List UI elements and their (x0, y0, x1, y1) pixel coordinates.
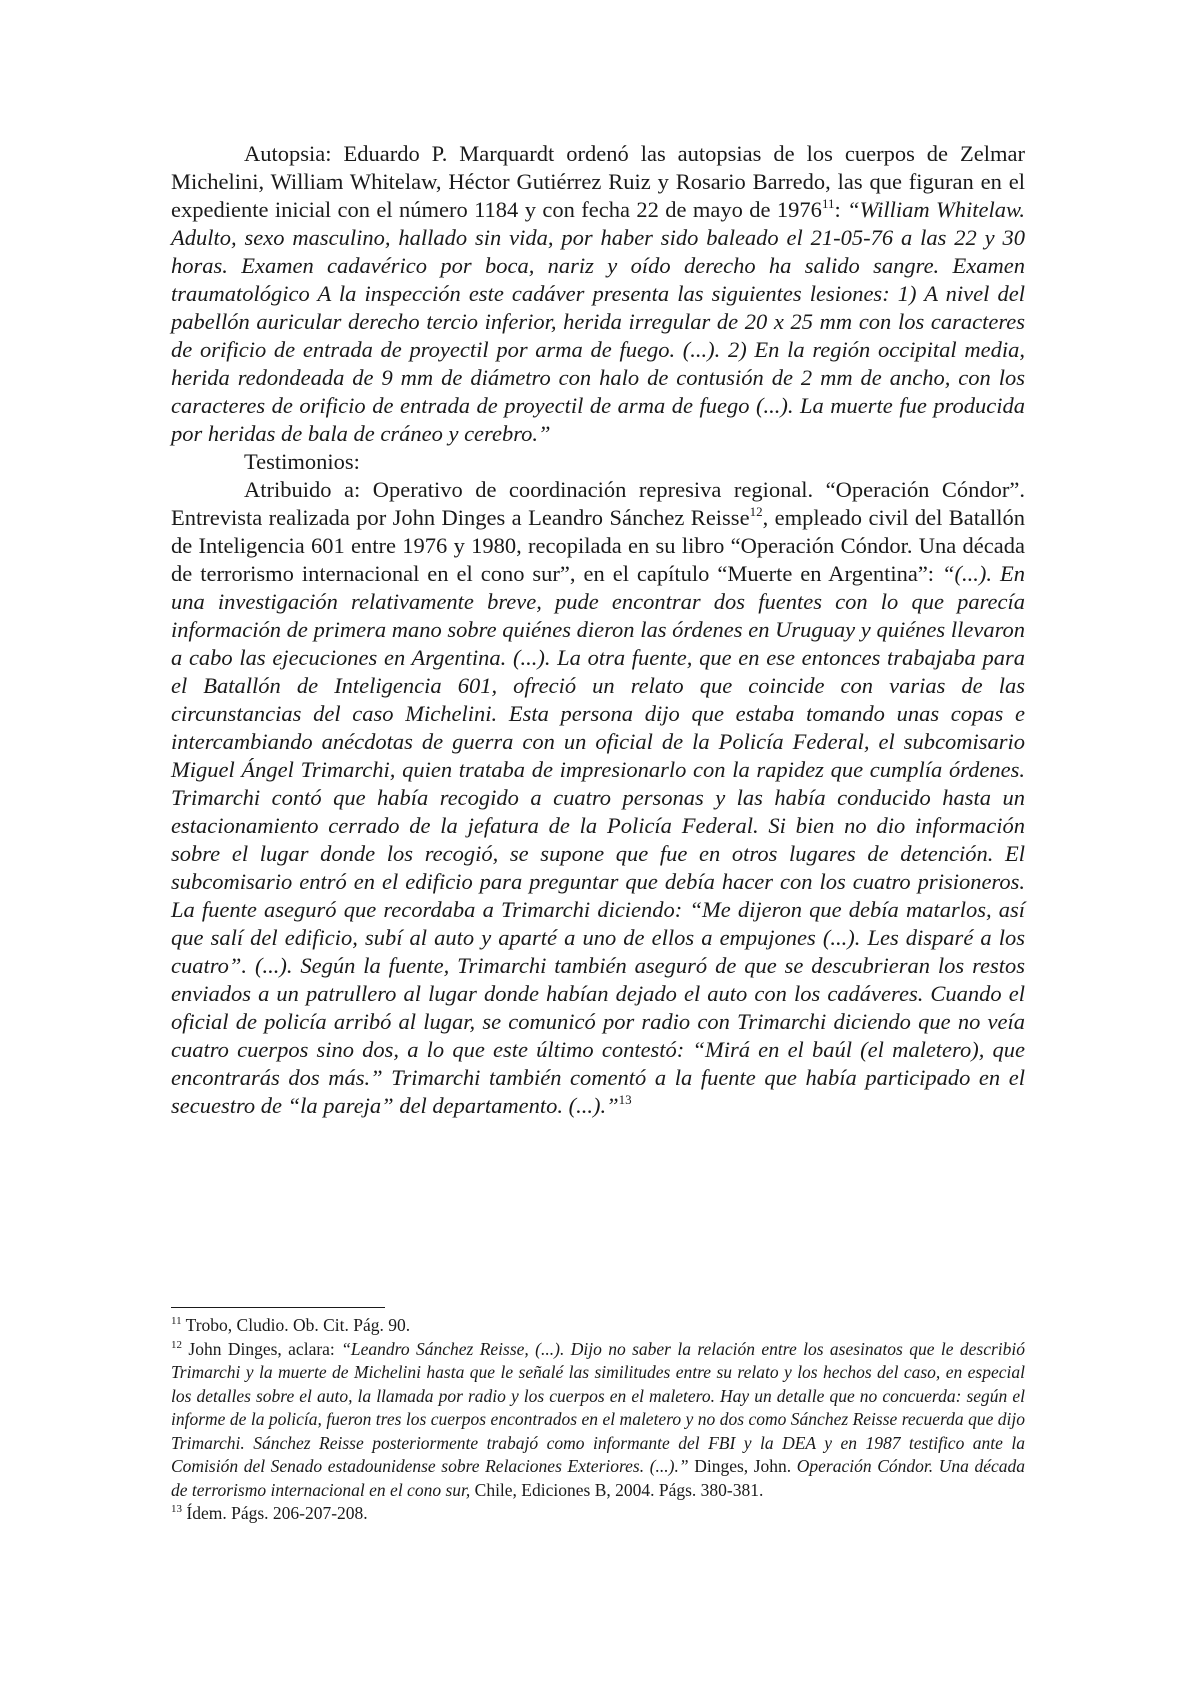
footnote-13 (171, 1502, 1025, 1526)
footnote-text: Trobo, Cludio. Ob. Cit. Pág. 90. (181, 1315, 411, 1335)
footnote-quote: “Leandro Sánchez Reisse, (...). Dijo no saber la relación entre los asesinatos que le describió Trimarchi y la muerte de Michelini hasta que le señalé las similitudes entre su relato y los hechos del caso, en especial los detalles sobre el auto, la llamada por radio y los cuerpos en el maletero. Hay un detalle que no concuerda: según el informe de la policía, fueron tres los cuerpos encontrados en el maletero y no dos como Sánchez Reisse recuerda que dijo Trimarchi. Sánchez Reisse posteriormente trabajó como informante del FBI y la DEA y en 1987 testifico ante la Comisión del Senado estadounidense sobre Relaciones Exteriores. (...).” (171, 1338, 1026, 1476)
footnote-12 (171, 1338, 1025, 1503)
footnote-11 (171, 1314, 1025, 1338)
footnote-text: Ídem. Págs. 206-207-208. (182, 1503, 368, 1523)
footnote-number: 13 (171, 1503, 182, 1515)
paragraph-testimonios: Testimonios: (244, 449, 360, 474)
autopsia-text: Autopsia: Eduardo P. Marquardt ordenó las autopsias de los cuerpos de Zelmar Michelini, William Whitelaw, Héctor Gutiérrez Ruiz y Rosario Barredo, las que figuran en el expediente inicial con el número 1184 y con fecha 22 de mayo de 1976 (171, 141, 1025, 222)
atribuido-quote: “(...). En una investigación relativamente breve, pude encontrar dos fuentes con lo que parecía información de primera mano sobre quiénes dieron las órdenes en Uruguay y quiénes llevaron a cabo las ejecuciones en Argentina. (...). La otra fuente, que en ese entonces trabajaba para el Batallón de Inteligencia 601, ofreció un relato que coincide con varias de las circunstancias del caso Michelini. Esta persona dijo que estaba tomando unas copas e intercambiando anécdotas de guerra con un oficial de la Policía Federal, el subcomisario Miguel Ángel Trimarchi, quien trataba de impresionarlo con la rapidez que cumplía órdenes. Trimarchi contó que había recogido a cuatro personas y las había conducido hasta un estacionamiento cerrado de la jefatura de la Policía Federal. Si bien no dio información sobre el lugar donde los recogió, se supone que fue en otros lugares de detención. El subcomisario entró en el edificio para preguntar que debía hacer con los cuatro prisioneros. La fuente aseguró que recordaba a Trimarchi diciendo: “Me dijeron que debía matarlos, así que salí del edificio, subí al auto y aparté a uno de ellos a empujones (...). Les disparé a los cuatro”. (...). Según la fuente, Trimarchi también aseguró de que se descubrieran los restos enviados a un patrullero al lugar donde habían dejado el auto con los cadáveres. Cuando el oficial de policía arribó al lugar, se comunicó por radio con Trimarchi diciendo que no veía cuatro cuerpos sino dos, a lo que este último contestó: “Mirá en el baúl (el maletero), que encontrarás dos más.” Trimarchi también comentó a la fuente que había participado en el secuestro de “la pareja” del departamento. (...).” (171, 561, 1025, 1118)
paragraph-autopsia (171, 140, 1025, 448)
footnote-number: 11 (171, 1315, 182, 1327)
footnote-number: 12 (171, 1338, 182, 1351)
footnote-author: Dinges, John. (688, 1456, 797, 1476)
autopsia-colon: : (834, 197, 848, 222)
footnote-ref-11: 11 (821, 196, 835, 211)
footnote-publisher: Chile, Ediciones B, 2004. Págs. 380-381. (470, 1479, 764, 1500)
atribuido-text: Atribuido a: Operativo de coordinación represiva regional. “Operación Cóndor”. Entrevista realizada por John Dinges a Leandro Sánchez Reisse (171, 477, 1025, 530)
footnote-separator (171, 1307, 385, 1308)
atribuido-middle: , empleado civil del Batallón de Inteligencia 601 entre 1976 y 1980, recopilada en su libro “Operación Cóndor. Una década de terrorismo internacional en el cono sur”, en el capítulo “Muerte en Argentina”: (171, 505, 1025, 586)
footnote-lead: John Dinges, aclara: (182, 1338, 342, 1359)
footnote-ref-12: 12 (749, 504, 763, 519)
autopsia-quote: “William Whitelaw. Adulto, sexo masculino, hallado sin vida, por haber sido baleado el 21-05-76 a las 22 y 30 horas. Examen cadavérico por boca, nariz y oído derecho ha salido sangre. Examen traumatológico A la inspección este cadáver presenta las siguientes lesiones: 1) A nivel del pabellón auricular derecho tercio inferior, herida irregular de 20 x 25 mm con los caracteres de orificio de entrada de proyectil por arma de fuego. (...). 2) En la región occipital media, herida redondeada de 9 mm de diámetro con halo de contusión de 2 mm de ancho, con los caracteres de orificio de entrada de proyectil de arma de fuego (...). La muerte fue producida por heridas de bala de cráneo y cerebro.” (171, 197, 1025, 446)
body-text (171, 140, 1025, 1120)
footnotes (171, 1307, 1025, 1526)
footnote-book-title: Operación Cóndor. Una década de terrorismo internacional en el cono sur, (171, 1456, 1026, 1500)
footnote-ref-13: 13 (618, 1092, 632, 1107)
paragraph-atribuido (171, 476, 1025, 1120)
